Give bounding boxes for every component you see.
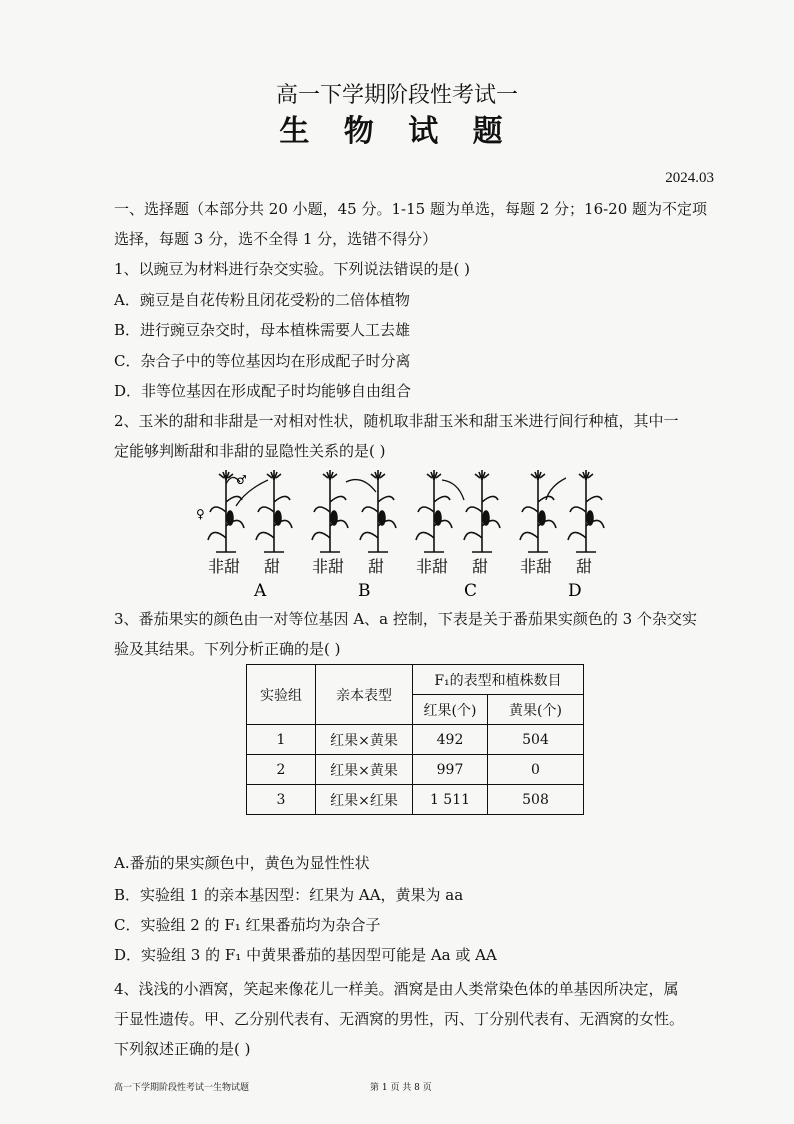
table-header-f1: F₁的表型和植株数目	[413, 665, 584, 695]
q3-option-d: D．实验组 3 的 F₁ 中黄果番茄的基因型可能是 Aa 或 AA	[114, 946, 497, 964]
q2-stem-line2: 定能够判断甜和非甜的显隐性关系的是( )	[114, 442, 386, 460]
subject-title: 生 物 试 题	[279, 114, 515, 149]
section-intro-line2: 选择，每题 3 分，选不全得 1 分，选错不得分）	[114, 230, 438, 248]
plant-6	[464, 470, 500, 552]
plant-7	[520, 470, 556, 552]
plant-label-1: 非甜	[208, 557, 241, 576]
plant-label-7: 非甜	[520, 557, 553, 576]
q4-stem-line1: 4、浅浅的小酒窝，笑起来像花儿一样美。酒窝是由人类常染色体的单基因所决定，属	[114, 980, 679, 998]
option-letter-c: C	[464, 581, 478, 601]
table-row	[247, 755, 584, 785]
option-letter-a: A	[254, 581, 267, 601]
row-red: 1 511	[413, 785, 488, 815]
row-group: 3	[247, 785, 316, 815]
table-header-yellow: 黄果(个)	[488, 695, 584, 725]
row-yellow: 0	[488, 755, 584, 785]
table-header-group: 实验组	[247, 665, 316, 725]
exam-date: 2024.03	[665, 170, 714, 186]
plant-label-8: 甜	[576, 557, 593, 576]
plant-2	[256, 470, 292, 552]
option-letter-d: D	[568, 581, 582, 601]
row-red: 997	[413, 755, 488, 785]
plant-3	[312, 470, 348, 552]
row-red: 492	[413, 725, 488, 755]
q2-stem-line1: 2、玉米的甜和非甜是一对相对性状，随机取非甜玉米和甜玉米进行间行种植，其中一	[114, 412, 679, 430]
q4-stem-line3: 下列叙述正确的是( )	[114, 1040, 251, 1058]
q3-option-b: B．实验组 1 的亲本基因型：红果为 AA，黄果为 aa	[114, 886, 464, 904]
row-yellow: 504	[488, 725, 584, 755]
q1-option-b: B．进行豌豆杂交时，母本植株需要人工去雄	[114, 321, 411, 339]
q3-stem-line2: 验及其结果。下列分析正确的是( )	[114, 640, 341, 658]
q3-option-a: A.番茄的果实颜色中，黄色为显性性状	[114, 854, 370, 872]
row-parent: 红果×红果	[316, 785, 413, 815]
row-parent: 红果×黄果	[316, 725, 413, 755]
table-header-parent: 亲本表型	[316, 665, 413, 725]
female-symbol: ♀	[196, 507, 205, 521]
q4-stem-line2: 于显性遗传。甲、乙分别代表有、无酒窝的男性，丙、丁分别代表有、无酒窝的女性。	[114, 1010, 685, 1028]
row-group: 1	[247, 725, 316, 755]
row-yellow: 508	[488, 785, 584, 815]
plant-8	[568, 470, 604, 552]
plant-5	[416, 470, 452, 552]
plant-label-2: 甜	[264, 557, 281, 576]
q1-option-a: A．豌豆是自花传粉且闭花受粉的二倍体植物	[114, 291, 410, 309]
plant-label-5: 非甜	[416, 557, 449, 576]
plant-label-6: 甜	[472, 557, 489, 576]
q1-stem: 1、以豌豆为材料进行杂交实验。下列说法错误的是( )	[114, 260, 471, 278]
male-symbol: ♂	[236, 473, 247, 487]
q3-results-table	[246, 664, 584, 815]
q1-option-c: C．杂合子中的等位基因均在形成配子时分离	[114, 352, 411, 370]
row-parent: 红果×黄果	[316, 755, 413, 785]
plant-label-4: 甜	[368, 557, 385, 576]
exam-title: 高一下学期阶段性考试一	[275, 83, 518, 108]
q1-option-d: D．非等位基因在形成配子时均能够自由组合	[114, 382, 412, 400]
plant-label-3: 非甜	[312, 557, 345, 576]
table-header-red: 红果(个)	[413, 695, 488, 725]
footer-page-number: 第 1 页 共 8 页	[370, 1083, 432, 1093]
corn-pollination-figure	[196, 466, 616, 602]
row-group: 2	[247, 755, 316, 785]
option-letter-b: B	[358, 581, 371, 601]
pollination-arrow-b	[346, 480, 376, 492]
table-row	[247, 785, 584, 815]
footer-exam-name: 高一下学期阶段性考试一生物试题	[114, 1083, 250, 1093]
table-row	[247, 725, 584, 755]
q3-option-c: C．实验组 2 的 F₁ 红果番茄均为杂合子	[114, 916, 381, 934]
section-intro-line1: 一、选择题（本部分共 20 小题，45 分。1-15 题为单选，每题 2 分；16-20 题为不定项	[114, 200, 708, 218]
q3-stem-line1: 3、番茄果实的颜色由一对等位基因 A、a 控制，下表是关于番茄果实颜色的 3 个杂交实	[114, 610, 697, 628]
